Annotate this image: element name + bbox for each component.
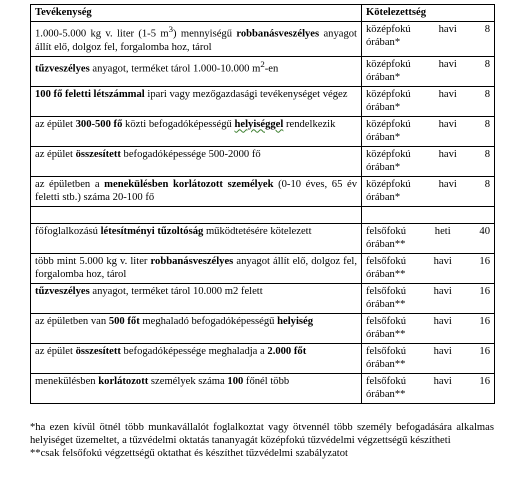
obligation-freq: havi <box>433 315 452 327</box>
obligation-unit: órában** <box>366 268 406 280</box>
obligation-cell <box>362 176 495 206</box>
obligation-unit: órában* <box>366 101 401 113</box>
table-body <box>31 22 495 404</box>
table-row <box>31 146 495 176</box>
activity-cell <box>31 223 362 253</box>
table-row <box>31 223 495 253</box>
activity-text-bold: robbanásveszélyes <box>236 28 320 40</box>
activity-text: az épületben a <box>35 178 105 190</box>
activity-text: főnél több <box>243 375 290 387</box>
obligation-hours: 16 <box>479 375 490 387</box>
obligation-freq: havi <box>438 88 457 100</box>
activity-text: közti befogadóképességű <box>122 118 235 130</box>
obligation-unit: órában** <box>366 388 406 400</box>
obligation-freq: havi <box>438 58 457 70</box>
obligation-cell <box>362 86 495 116</box>
obligation-freq: havi <box>438 24 457 35</box>
activity-text: befogadóképessége meghaladja a <box>120 345 268 357</box>
obligation-level: felsőfokú <box>366 285 407 297</box>
table-row-blank <box>31 206 495 223</box>
activity-text-bold: 100 <box>227 375 244 387</box>
obligation-level: felsőfokú <box>366 315 407 327</box>
activity-text: személyek száma <box>148 375 228 387</box>
activity-text: az épületben van <box>35 315 109 327</box>
activity-cell <box>31 146 362 176</box>
activity-text: ) mennyiségű <box>172 28 237 40</box>
activity-text: az épület <box>35 345 76 357</box>
obligation-freq: heti <box>434 225 451 237</box>
footnote-double-star: **csak felsőfokú végzettségű oktathat és készíthet tűzvédelmi szabályzatot <box>30 447 348 459</box>
obligation-cell <box>362 116 495 146</box>
obligation-level: felsőfokú <box>366 225 407 237</box>
obligation-unit: órában** <box>366 238 406 250</box>
obligation-freq: havi <box>438 148 457 160</box>
obligation-freq: havi <box>433 345 452 357</box>
obligations-table <box>30 4 495 404</box>
obligation-unit: órában** <box>366 358 406 370</box>
obligation-hours: 40 <box>479 225 490 237</box>
activity-text: anyagot, terméket tárol 1.000-10.000 m <box>89 63 261 75</box>
activity-text-bold: helyiséggel <box>234 118 284 130</box>
activity-cell <box>31 313 362 343</box>
obligation-hours: 8 <box>484 88 490 100</box>
header-activity: Tevékenység <box>31 5 362 22</box>
obligation-hours: 16 <box>479 285 490 297</box>
activity-text: anyagot állít elő, dolgoz fel, forgalomba hoz, tárol <box>35 255 357 280</box>
obligation-level: felsőfokú <box>366 375 407 387</box>
header-obligation: Kötelezettség <box>362 5 495 22</box>
activity-text-bold: 100 fő feletti létszámmal <box>35 88 145 100</box>
activity-text-bold: létesítményi tűzoltóság <box>100 225 204 237</box>
activity-cell <box>31 86 362 116</box>
obligation-unit: órában* <box>366 191 401 203</box>
obligation-hours: 8 <box>484 58 490 70</box>
activity-cell <box>31 373 362 403</box>
obligation-level: középfokú <box>366 88 411 100</box>
obligation-cell <box>362 313 495 343</box>
activity-text-bold: robbanásveszélyes <box>150 255 234 267</box>
obligation-unit: órában* <box>366 131 401 143</box>
activity-text: az épület <box>35 148 76 160</box>
footnotes <box>30 421 494 460</box>
obligation-level: felsőfokú <box>366 255 407 267</box>
obligation-hours: 8 <box>484 178 490 190</box>
document-page <box>30 4 494 460</box>
table-row <box>31 22 495 57</box>
activity-text-bold: összesített <box>75 345 121 357</box>
activity-cell <box>31 283 362 313</box>
obligation-cell <box>362 343 495 373</box>
activity-text-bold: 500 főt <box>108 315 140 327</box>
table-row <box>31 373 495 403</box>
obligation-hours: 8 <box>484 24 490 35</box>
activity-text: menekülésben <box>35 375 99 387</box>
obligation-freq: havi <box>438 118 457 130</box>
obligation-cell <box>362 56 495 86</box>
activity-text: 3 <box>168 24 173 34</box>
activity-text: főfoglalkozású <box>35 225 101 237</box>
obligation-unit: órában* <box>366 161 401 173</box>
activity-text: befogadóképessége 500-2000 fő <box>120 148 261 160</box>
activity-cell <box>31 22 362 57</box>
activity-cell <box>31 176 362 206</box>
activity-text: rendelkezik <box>283 118 336 130</box>
obligation-cell <box>362 223 495 253</box>
obligation-freq: havi <box>433 375 452 387</box>
activity-text: anyagot, terméket tárol 10.000 m2 felett <box>89 285 263 297</box>
obligation-level: középfokú <box>366 178 411 190</box>
activity-text: anyagot állít elő, dolgoz fel, forgalomba hoz, tárol <box>35 28 357 53</box>
activity-text-bold: helyiség <box>277 315 314 327</box>
table-row <box>31 343 495 373</box>
obligation-hours: 16 <box>479 345 490 357</box>
activity-cell <box>31 56 362 86</box>
activity-text-bold: korlátozott <box>98 375 149 387</box>
table-row <box>31 253 495 283</box>
obligation-unit: órában** <box>366 328 406 340</box>
activity-text: -en <box>264 63 279 75</box>
activity-text: működtetésére kötelezett <box>203 225 312 237</box>
activity-text: ipari vagy mezőgazdasági tevékenységet végez <box>144 88 348 100</box>
obligation-unit: órában* <box>366 71 401 83</box>
activity-text-bold: összesített <box>75 148 121 160</box>
obligation-cell <box>362 283 495 313</box>
empty-cell <box>362 206 495 223</box>
obligation-hours: 16 <box>479 315 490 327</box>
activity-text: (0-10 éves, 65 év feletti stb.) száma 20-100 fő <box>35 178 357 203</box>
activity-cell <box>31 253 362 283</box>
activity-text-bold: menekülésben korlátozott személyek <box>104 178 274 190</box>
obligation-level: középfokú <box>366 148 411 160</box>
obligation-freq: havi <box>433 255 452 267</box>
activity-text-bold: tűzveszélyes <box>35 63 90 75</box>
table-row <box>31 116 495 146</box>
activity-text: 2 <box>260 58 265 69</box>
empty-cell <box>31 206 362 223</box>
obligation-hours: 8 <box>484 148 490 160</box>
obligation-hours: 8 <box>484 118 490 130</box>
activity-text-bold: 300-500 fő <box>75 118 123 130</box>
activity-text: több mint 5.000 kg v. liter <box>35 255 151 267</box>
obligation-cell <box>362 373 495 403</box>
footnote-single-star: *ha ezen kívül ötnél több munkavállalót foglalkoztat vagy ötvennél több személy befogadására alkalmas helyiséget üzemeltet, a tűzvédelmi oktatás tananyagát középfokú tűzvédelmi végzettségű készítheti <box>30 421 494 446</box>
activity-text: 1.000-5.000 kg v. liter (1-5 m <box>35 28 169 40</box>
obligation-unit: órában** <box>366 298 406 310</box>
activity-cell <box>31 343 362 373</box>
obligation-level: felsőfokú <box>366 345 407 357</box>
activity-text: az épület <box>35 118 76 130</box>
table-row <box>31 283 495 313</box>
table-row <box>31 176 495 206</box>
obligation-freq: havi <box>433 285 452 297</box>
table-row <box>31 56 495 86</box>
activity-text: meghaladó befogadóképességű <box>139 315 278 327</box>
obligation-level: középfokú <box>366 118 411 130</box>
obligation-cell <box>362 22 495 57</box>
table-row <box>31 86 495 116</box>
obligation-cell <box>362 253 495 283</box>
obligation-level: középfokú <box>366 58 411 70</box>
obligation-freq: havi <box>438 178 457 190</box>
obligation-hours: 16 <box>479 255 490 267</box>
activity-text-bold: 2.000 főt <box>267 345 307 357</box>
obligation-level: középfokú <box>366 24 411 35</box>
table-row <box>31 313 495 343</box>
activity-cell <box>31 116 362 146</box>
obligation-cell <box>362 146 495 176</box>
table-header-row <box>31 5 495 22</box>
activity-text-bold: tűzveszélyes <box>35 285 90 297</box>
obligation-unit: órában* <box>366 37 401 48</box>
